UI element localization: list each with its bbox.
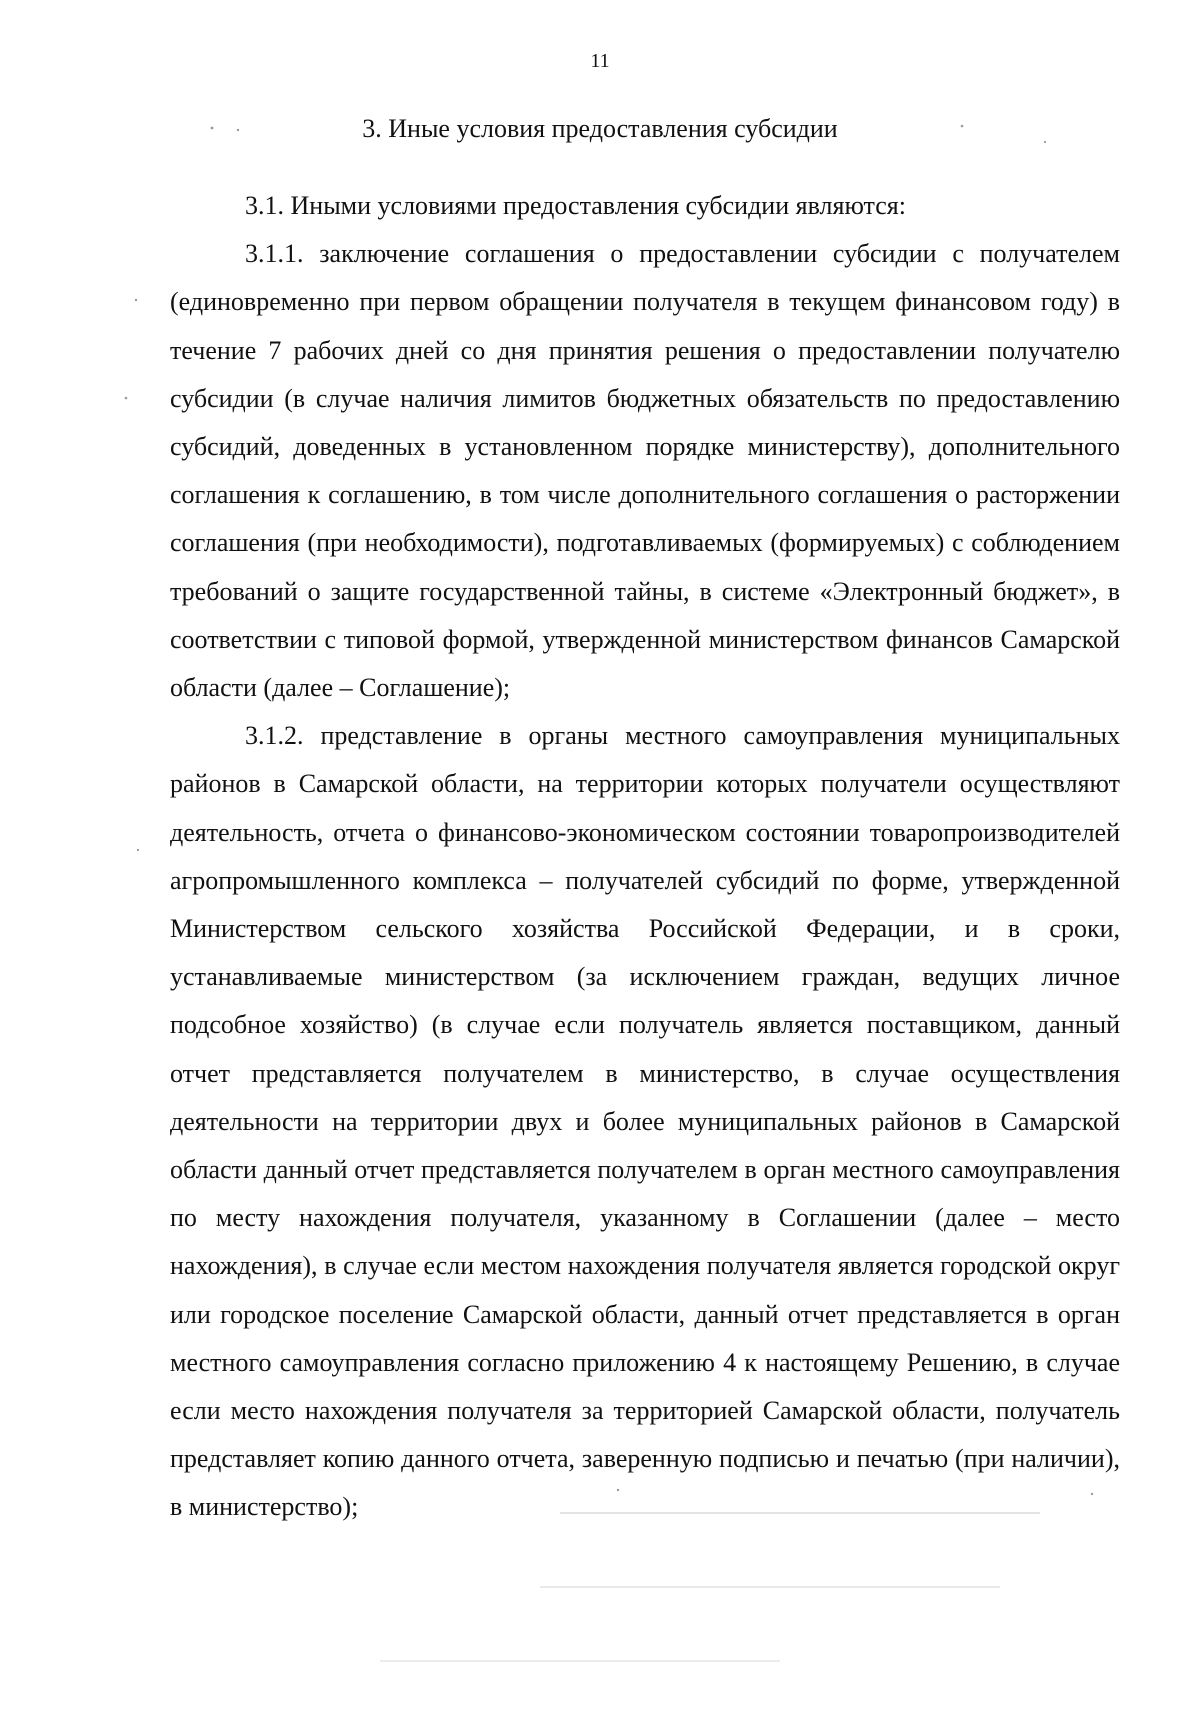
paragraph-3-1: 3.1. Иными условиями предоставления субсидии являются: [245, 191, 906, 220]
document-body [170, 182, 1120, 1532]
page-number: 11 [590, 50, 610, 72]
paragraph-3-1-2: 3.1.2. представление в органы местного самоуправления муниципальных районов в Самарской области, на территории которых получатели осуществляют деятельность, отчета о финансово-экономическом состоянии товаропроизводителей агропромышленного комплекса – получателей субсидий по форме, утвержденной Министерством сельского хозяйства Российской Федерации, и в сроки, устанавливаемые министерством (за исключением граждан, ведущих личное подсобное хозяйство) (в случае если получатель является поставщиком, данный отчет представляется получателем в министерство, в случае осуществления деятельности на территории двух и более муниципальных районов в Самарской области данный отчет представляется получателем в орган местного самоуправления по месту нахождения получателя, указанному в Соглашении (далее – место нахождения), в случае если местом нахождения получателя является городской округ или городское поселение Самарской области, данный отчет представляется в орган местного самоуправления согласно приложению 4 к настоящему Решению, в случае если место нахождения получателя за территорией Самарской области, получатель представляет копию данного отчета, заверенную подписью и печатью (при наличии), в министерство); [170, 721, 1120, 1522]
section-title: 3. Иные условия предоставления субсидии [362, 114, 838, 143]
paragraph-3-1-1: 3.1.1. заключение соглашения о предоставлении субсидии с получателем (единовременно при первом обращении получателя в текущем финансовом году) в течение 7 рабочих дней со дня принятия решения о предоставлении получателю субсидии (в случае наличия лимитов бюджетных обязательств по предоставлению субсидий, доведенных в установленном порядке министерству), дополнительного соглашения к соглашению, в том числе дополнительного соглашения о расторжении соглашения (при необходимости), подготавливаемых (формируемых) с соблюдением требований о защите государственной тайны, в системе «Электронный бюджет», в соответствии с типовой формой, утвержденной министерством финансов Самарской области (далее – Соглашение); [170, 239, 1120, 703]
